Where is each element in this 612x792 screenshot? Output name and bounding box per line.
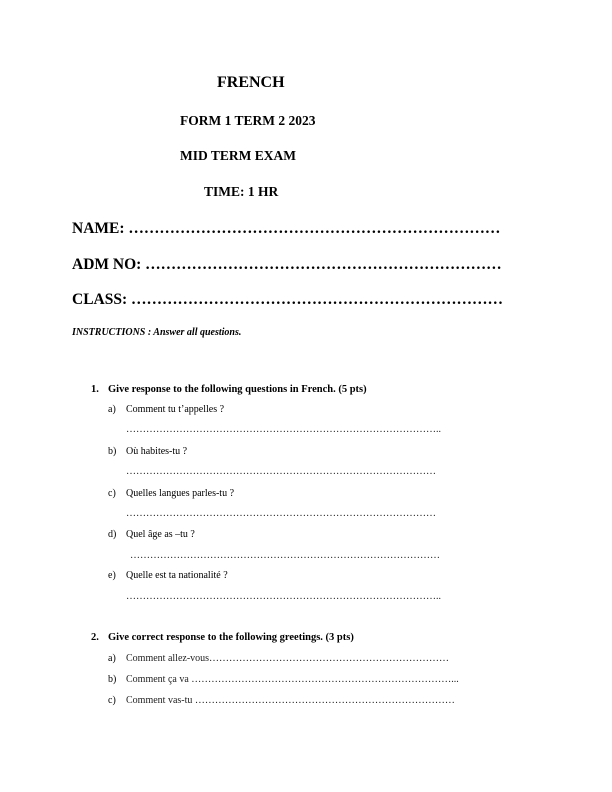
q1b-text: Où habites-tu ? — [126, 446, 188, 457]
q2c-label: c) — [108, 695, 116, 706]
subject-title: FRENCH — [217, 74, 285, 91]
q1e-label: e) — [108, 570, 116, 581]
name-field[interactable]: NAME: ……………………………………………………………… — [72, 220, 501, 237]
instructions: INSTRUCTIONS : Answer all questions. — [72, 327, 242, 338]
class-field[interactable]: CLASS: ……………………………………………………………… — [72, 291, 504, 308]
q1b-answer-line[interactable]: ………………………………………………………………………………… — [126, 466, 436, 477]
q2a-label: a) — [108, 653, 116, 664]
q2a-text[interactable]: Comment allez-vous……………………………………………………………… — [126, 653, 450, 664]
form-term-line: FORM 1 TERM 2 2023 — [180, 113, 316, 128]
q1a-label: a) — [108, 404, 116, 415]
q1d-answer-line[interactable]: ………………………………………………………………………………… — [130, 550, 440, 561]
q1c-label: c) — [108, 488, 116, 499]
q1e-text: Quelle est ta nationalité ? — [126, 570, 228, 581]
q1b-label: b) — [108, 446, 117, 457]
exam-title: MID TERM EXAM — [180, 148, 296, 163]
q2-heading: Give correct response to the following greetings. (3 pts) — [108, 632, 354, 643]
q1d-label: d) — [108, 529, 117, 540]
adm-no-field[interactable]: ADM NO: …………………………………………………………… — [72, 256, 502, 273]
time-line: TIME: 1 HR — [204, 184, 279, 199]
q2b-text[interactable]: Comment ça va ……………………………………………………………………... — [126, 674, 459, 685]
q2c-text[interactable]: Comment vas-tu …………………………………………………………………… — [126, 695, 455, 706]
q1-number: 1. — [91, 384, 99, 395]
q1a-text: Comment tu t’appelles ? — [126, 404, 225, 415]
q1e-answer-line[interactable]: ………………………………………………………………………………….. — [126, 591, 441, 602]
q1c-text: Quelles langues parles-tu ? — [126, 488, 235, 499]
q1-heading: Give response to the following questions in French. (5 pts) — [108, 384, 367, 395]
q2-number: 2. — [91, 632, 99, 643]
q1a-answer-line[interactable]: ………………………………………………………………………………….. — [126, 424, 441, 435]
q1d-text: Quel âge as –tu ? — [126, 529, 195, 540]
q1c-answer-line[interactable]: ………………………………………………………………………………… — [126, 508, 436, 519]
q2b-label: b) — [108, 674, 117, 685]
